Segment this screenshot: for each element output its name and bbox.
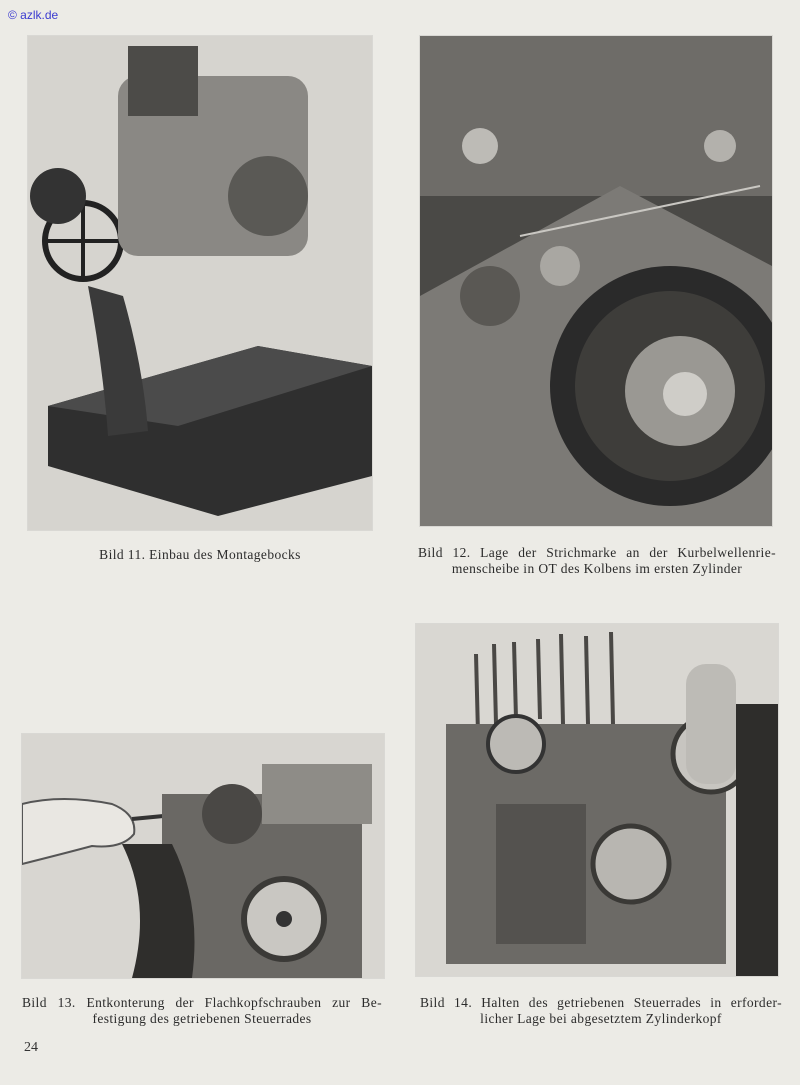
watermark: © azlk.de [8, 8, 59, 22]
figure-12-photo [420, 36, 772, 526]
figure-12-caption-line1: Bild 12. Lage der Strichmarke an der Kurbelwellenrie- [418, 545, 776, 560]
figure-13-caption [22, 995, 382, 1027]
figure-11-caption-text: Bild 11. Einbau des Montagebocks [99, 547, 301, 562]
figure-14-caption [420, 995, 782, 1027]
figure-14-photo [416, 624, 778, 976]
figure-11-caption [28, 547, 372, 563]
figure-14-caption-line2: licher Lage bei abgesetztem Zylinderkopf [480, 1011, 722, 1026]
figure-12-caption-line2: menscheibe in OT des Kolbens im ersten Zylinder [451, 561, 743, 576]
page-number: 24 [24, 1040, 38, 1055]
figure-13-caption-line1: Bild 13. Entkonterung der Flachkopfschrauben zur Be- [22, 995, 382, 1010]
figure-11-photo [28, 36, 372, 530]
figure-13-photo [22, 734, 384, 978]
figure-14-caption-line1: Bild 14. Halten des getriebenen Steuerrades in erforder- [420, 995, 782, 1010]
figure-13-caption-line2: festigung des getriebenen Steuerrades [92, 1011, 312, 1026]
figure-12-caption [418, 545, 776, 577]
